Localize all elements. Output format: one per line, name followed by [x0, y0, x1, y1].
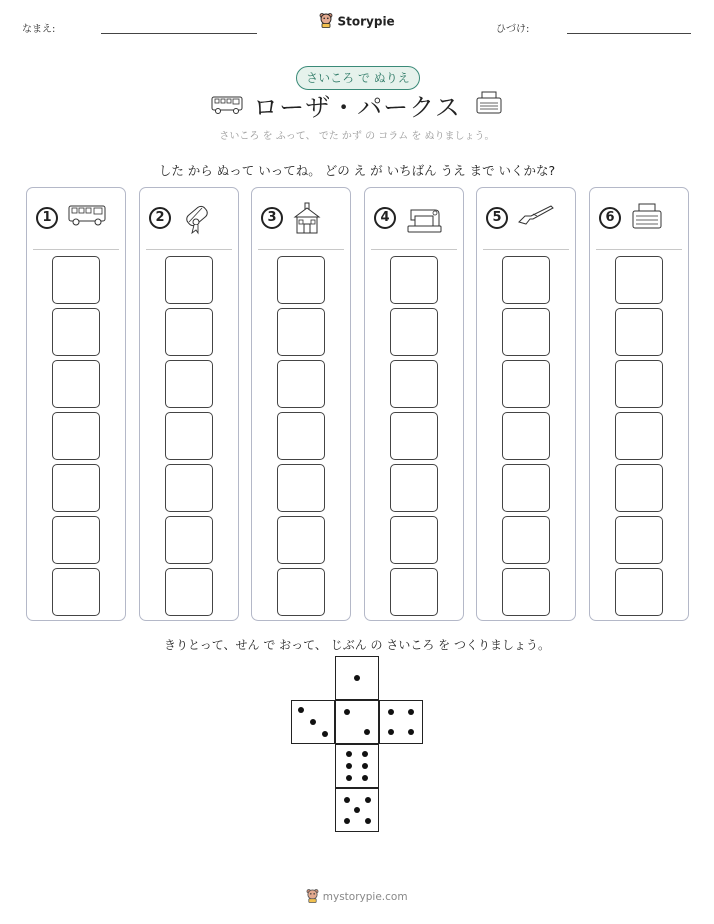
column-header [590, 188, 688, 250]
dice-pip [344, 797, 350, 803]
coloring-box[interactable] [277, 308, 325, 356]
bus-icon [67, 202, 107, 232]
coloring-box[interactable] [390, 412, 438, 460]
date-line [567, 33, 691, 34]
coloring-box[interactable] [615, 308, 663, 356]
brand-name: Storypie [337, 14, 395, 29]
dice-pip [364, 729, 370, 735]
date-label: ひづけ: [496, 24, 530, 35]
coloring-box[interactable] [390, 308, 438, 356]
dice-pip [322, 731, 328, 737]
sewing-machine-icon [405, 202, 443, 240]
coloring-box[interactable] [615, 568, 663, 616]
coloring-box[interactable] [615, 412, 663, 460]
diploma-icon [180, 202, 216, 240]
page-title: ローザ・パークス [253, 93, 461, 122]
coloring-box[interactable] [165, 360, 213, 408]
dice-pip [365, 797, 371, 803]
dice-column [589, 187, 689, 621]
coloring-box[interactable] [277, 412, 325, 460]
coloring-box[interactable] [615, 516, 663, 564]
dice-column [364, 187, 464, 621]
dice-pip [408, 709, 414, 715]
column-divider [258, 249, 344, 250]
dice-column [26, 187, 126, 621]
dice-column [476, 187, 576, 621]
dice-pip [408, 729, 414, 735]
column-divider [483, 249, 569, 250]
cut-instruction: きりとって、せん で おって、 じぶん の さいころ を つくりましょう。 [164, 638, 550, 652]
activity-badge: さいころ で ぬりえ [296, 66, 420, 90]
dice-pip [388, 709, 394, 715]
coloring-instruction: した から ぬって いってね。 どの え が いちばん うえ まで いくかな? [158, 163, 556, 178]
subtitle: さいころ を ふって、 でた かず の コラム を ぬりましょう。 [219, 131, 495, 142]
coloring-box[interactable] [502, 412, 550, 460]
coloring-box[interactable] [277, 464, 325, 512]
coloring-box[interactable] [615, 464, 663, 512]
dice-column [139, 187, 239, 621]
coloring-box[interactable] [52, 412, 100, 460]
coloring-box[interactable] [165, 412, 213, 460]
coloring-box[interactable] [390, 568, 438, 616]
dice-pip [354, 675, 360, 681]
brand-logo [0, 12, 714, 31]
column-divider [146, 249, 232, 250]
dice-pip [346, 775, 352, 781]
dice-face [335, 700, 379, 744]
coloring-box[interactable] [165, 256, 213, 304]
coloring-box[interactable] [277, 256, 325, 304]
dice-pip [344, 818, 350, 824]
dice-pip [344, 709, 350, 715]
footer-url: mystorypie.com [322, 891, 408, 903]
coloring-box[interactable] [165, 516, 213, 564]
dice-face [291, 700, 335, 744]
column-number: 6 [599, 207, 621, 229]
coloring-box[interactable] [165, 308, 213, 356]
typewriter-icon [474, 90, 504, 120]
column-divider [596, 249, 682, 250]
coloring-box[interactable] [502, 464, 550, 512]
dice-column [251, 187, 351, 621]
dice-pip [310, 719, 316, 725]
coloring-box[interactable] [390, 516, 438, 564]
coloring-box[interactable] [277, 516, 325, 564]
dice-pip [362, 775, 368, 781]
dice-face [379, 700, 423, 744]
dice-pip [362, 751, 368, 757]
dice-face [335, 744, 379, 788]
coloring-box[interactable] [277, 568, 325, 616]
column-header [252, 188, 350, 250]
coloring-box[interactable] [502, 568, 550, 616]
coloring-box[interactable] [52, 256, 100, 304]
dice-face [335, 656, 379, 700]
coloring-box[interactable] [52, 360, 100, 408]
typewriter-icon [630, 202, 664, 236]
column-number: 2 [149, 207, 171, 229]
coloring-box[interactable] [390, 464, 438, 512]
coloring-box[interactable] [52, 464, 100, 512]
footer [0, 888, 714, 906]
name-line [101, 33, 257, 34]
coloring-box[interactable] [165, 568, 213, 616]
coloring-box[interactable] [502, 360, 550, 408]
dice-pip [298, 707, 304, 713]
column-number: 4 [374, 207, 396, 229]
rifle-icon [517, 202, 557, 230]
dice-pip [362, 763, 368, 769]
column-header [140, 188, 238, 250]
schoolhouse-icon [292, 202, 322, 240]
column-number: 5 [486, 207, 508, 229]
column-number: 1 [36, 207, 58, 229]
column-header [27, 188, 125, 250]
coloring-box[interactable] [502, 256, 550, 304]
dice-pip [388, 729, 394, 735]
dice-pip [346, 751, 352, 757]
column-divider [371, 249, 457, 250]
coloring-box[interactable] [615, 256, 663, 304]
coloring-box[interactable] [615, 360, 663, 408]
coloring-box[interactable] [390, 256, 438, 304]
column-header [477, 188, 575, 250]
coloring-box[interactable] [277, 360, 325, 408]
coloring-box[interactable] [390, 360, 438, 408]
storypie-bear-icon [319, 12, 333, 31]
dice-pip [346, 763, 352, 769]
coloring-box[interactable] [52, 516, 100, 564]
coloring-box[interactable] [502, 308, 550, 356]
name-label: なまえ: [22, 24, 56, 35]
coloring-box[interactable] [502, 516, 550, 564]
dice-pip [354, 807, 360, 813]
column-number: 3 [261, 207, 283, 229]
coloring-box[interactable] [165, 464, 213, 512]
column-divider [33, 249, 119, 250]
coloring-box[interactable] [52, 308, 100, 356]
column-header [365, 188, 463, 250]
storypie-bear-icon [306, 888, 319, 906]
dice-face [335, 788, 379, 832]
dice-pip [365, 818, 371, 824]
coloring-box[interactable] [52, 568, 100, 616]
